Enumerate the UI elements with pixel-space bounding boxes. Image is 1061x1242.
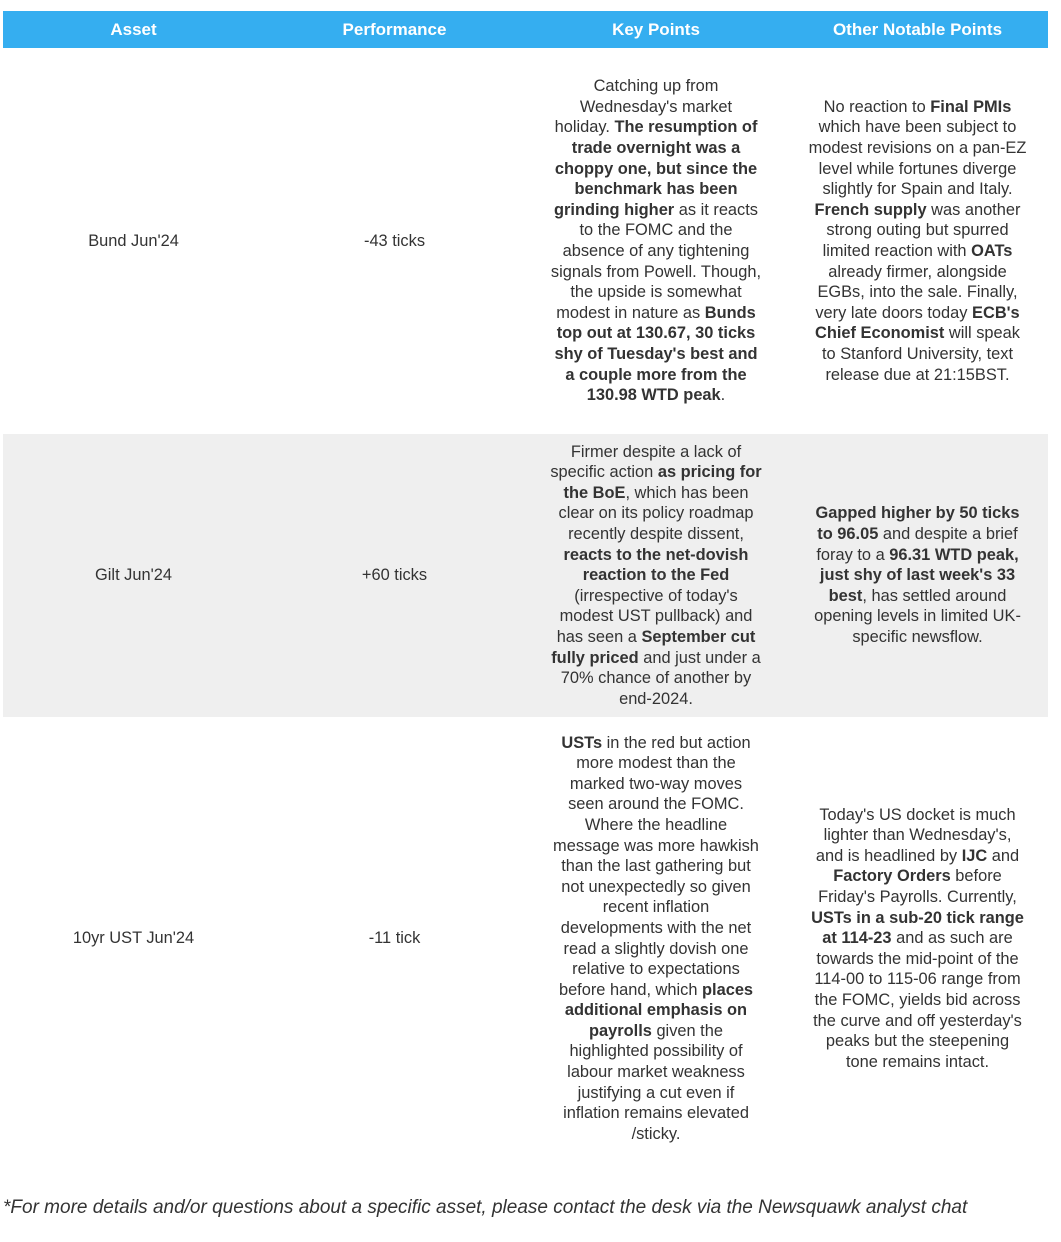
other-points-cell (787, 717, 1048, 1160)
performance-cell: -11 tick (368, 929, 421, 948)
asset-cell: 10yr UST Jun'24 (72, 929, 195, 948)
text-run: No reaction to (823, 97, 931, 116)
text-run: as it reacts to the FOMC and the absence of any tightening signals from Powell. Though, the upside is somewhat modest in nature as (550, 200, 762, 322)
text-run: Catching up from Wednesday's market holiday. (554, 77, 733, 137)
key-points-cell (525, 434, 787, 717)
text-run: and (987, 846, 1020, 865)
bold-text-run: places additional emphasis on payrolls (564, 980, 754, 1040)
bold-text-run: IJC (961, 846, 988, 865)
other-points-cell (787, 48, 1048, 434)
bold-text-run: September cut fully priced (551, 627, 756, 667)
key-points-text (550, 442, 762, 710)
text-run: Firmer despite a lack of specific action (550, 442, 742, 482)
text-run: which have been subject to modest revisions on a pan-EZ level while fortunes diverge slightly for Spain and Italy. (808, 118, 1027, 199)
footer-note: *For more details and/or questions about a specific asset, please contact the desk via the Newsquawk analyst chat (3, 1197, 968, 1218)
text-run: before Friday's Payrolls. Currently, (818, 867, 1017, 907)
header-other-notable-points: Other Notable Points (832, 19, 1003, 39)
text-run: and just under a 70% chance of another by end-2024. (560, 648, 761, 708)
other-points-cell (787, 434, 1048, 717)
bold-text-run: as pricing for the BoE (563, 463, 762, 502)
text-run: and as such are towards the mid-point of the 114-00 to 115-06 range from the FOMC, yields bid across the curve and off yesterday's peaks but the steepening tone remains intact. (813, 929, 1022, 1071)
bold-text-run: ECB's Chief Economist (815, 303, 1020, 343)
key-points-text (550, 76, 762, 406)
bold-text-run: USTs in a sub-20 tick range at 114-23 (811, 908, 1024, 948)
text-run: was another strong outing but spurred limited reaction with (822, 200, 1021, 260)
key-points-cell (525, 717, 787, 1160)
bold-text-run: USTs (561, 733, 603, 752)
header-key-points: Key Points (612, 19, 700, 39)
text-run: and despite a brief foray to a (816, 525, 1018, 564)
text-run: will speak to Stanford University, text release due at 21:15BST. (822, 324, 1020, 384)
text-run: Today's US docket is much lighter than Wednesday's, and is headlined by (815, 805, 1016, 865)
bold-text-run: reacts to the net-dovish reaction to the Fed (563, 545, 749, 585)
key-points-cell (525, 48, 787, 434)
text-run: , has settled around opening levels in limited UK-specific newsflow. (814, 586, 1021, 646)
bold-text-run: OATs (971, 242, 1013, 260)
other-points-text (809, 503, 1027, 647)
table-header-row (3, 11, 1048, 48)
table-row (3, 717, 1048, 1160)
text-run: already firmer, alongside EGBs, into the sale. Finally, very late doors today (815, 262, 1018, 322)
text-run: . (720, 386, 726, 405)
asset-performance-table (3, 11, 1048, 1160)
other-points-text (809, 97, 1027, 385)
asset-cell: Bund Jun'24 (88, 231, 179, 250)
bold-text-run: Bunds top out at 130.67, 30 ticks shy of Tuesday's best and a couple more from the 130.98 WTD peak (554, 303, 758, 405)
bold-text-run: The resumption of trade overnight was a choppy one, but since the benchmark has been grinding higher (554, 118, 758, 219)
header-performance: Performance (342, 19, 447, 39)
performance-cell: -43 ticks (363, 231, 426, 250)
text-run: in the red but action more modest than the marked two-way moves seen around the FOMC. Where the headline message was more hawkish than the last gathering but not unexpectedly so given recent inflation developments with the net read a slightly dovish one relative to expectations before hand, which (553, 733, 759, 999)
text-run: given the highlighted possibility of labour market weakness justifying a cut even if inflation remains elevated /sticky. (563, 1021, 749, 1143)
text-run: (irrespective of today's modest UST pullback) and has seen a (556, 586, 753, 646)
bold-text-run: French supply (814, 200, 927, 219)
key-points-text (550, 733, 762, 1145)
table-row (3, 48, 1048, 434)
bold-text-run: Final PMIs (930, 97, 1012, 116)
table-row (3, 434, 1048, 717)
asset-cell: Gilt Jun'24 (95, 566, 172, 585)
other-points-text (809, 805, 1027, 1073)
bold-text-run: Factory Orders (833, 867, 951, 886)
bold-text-run: 96.31 WTD peak, just shy of last week's 33 best (819, 545, 1019, 605)
header-asset: Asset (110, 19, 157, 39)
bold-text-run: Gapped higher by 50 ticks to 96.05 (815, 504, 1020, 544)
performance-cell: +60 ticks (361, 566, 428, 585)
text-run: , which has been clear on its policy roadmap recently despite dissent, (558, 483, 754, 544)
